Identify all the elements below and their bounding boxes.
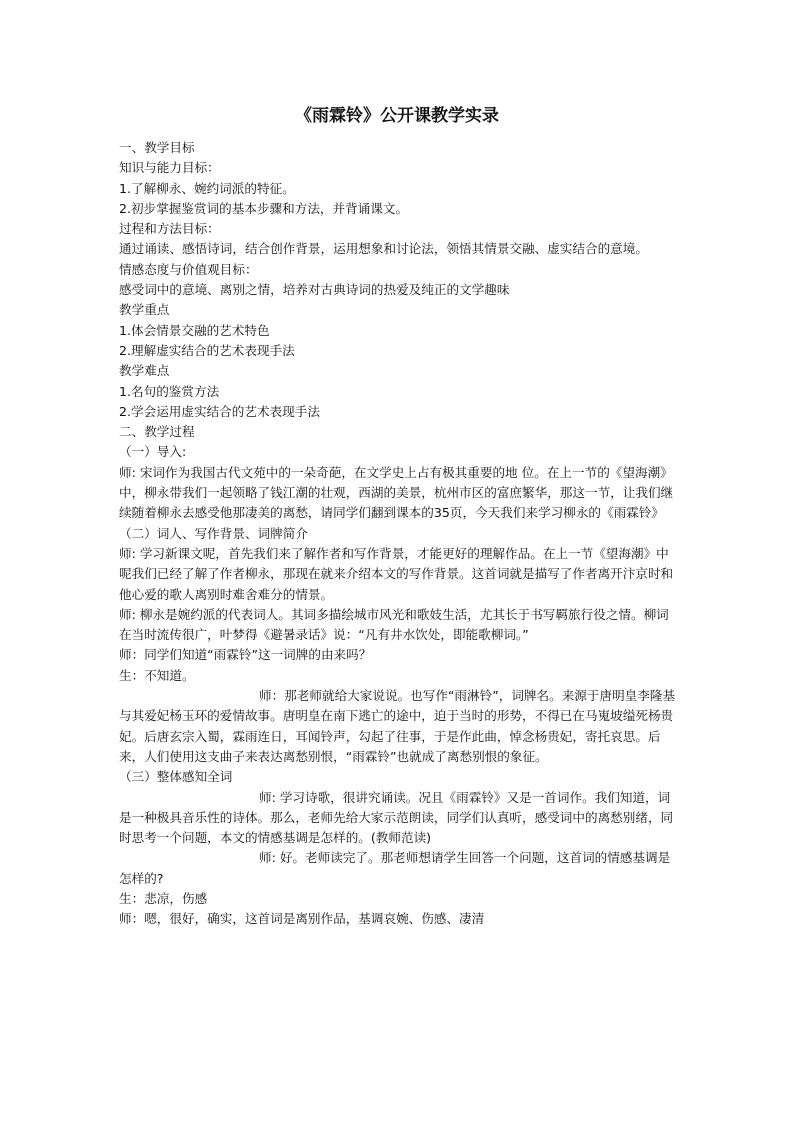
document-title: 《雨霖铃》公开课教学实录 (295, 106, 499, 126)
subheading: 知识与能力目标： (119, 160, 220, 176)
subheading: 教学难点 (119, 363, 170, 379)
paragraph: 师: 学习新课文呢，首先我们来了解作者和写作背景，才能更好的理解作品。在上一节《望海潮》中呢我们已经了解了作者柳永，那现在就来介绍本文的写作背景。这首词就是描写了作者离开汴京时和他心爱的歌人离别时难舍难分的情景。 (119, 545, 674, 602)
list-item: 2.理解虚实结合的艺术表现手法 (119, 342, 295, 358)
document-body (119, 138, 679, 930)
dialogue-line: 师：嗯，很好，确实，这首词是离别作品，基调哀婉、伤感、凄清 (119, 911, 485, 927)
list-item: 2.学会运用虚实结合的艺术表现手法 (119, 403, 320, 419)
paragraph: 师: 柳永是婉约派的代表词人。其词多描绘城市风光和歌妓生活，尤其长于书写羁旅行役之情。柳词在当时流传很广，叶梦得《避暑录话》说：“凡有井水饮处，即能歌柳词。” (119, 606, 669, 643)
list-item: 2.初步掌握鉴赏词的基本步骤和方法，并背诵课文。 (119, 200, 409, 216)
dialogue-paragraph: 师: 好。老师读完了。那老师想请学生回答一个问题，这首词的情感基调是怎样的? (119, 850, 671, 886)
paragraph: 感受词中的意境、离别之情，培养对古典诗词的热爱及纯正的文学趣味 (119, 282, 510, 298)
dialogue-line: 师：同学们知道“雨霖铃”这一词牌的由来吗？ (119, 647, 372, 663)
subheading: 教学重点 (119, 302, 170, 318)
section-heading: 二、教学过程 (119, 424, 195, 440)
subheading: 情感态度与价值观目标： (119, 261, 258, 277)
list-item: 1.了解柳永、婉约词派的特征。 (119, 180, 295, 196)
dialogue-paragraph: 师：那老师就给大家说说。也写作“雨淋铃”，词牌名。来源于唐明皇李隆基与其爱妃杨玉环的爱情故事。唐明皇在南下逃亡的途中，迫于当时的形势，不得已在马嵬坡缢死杨贵妃。后唐玄宗入蜀，霖雨连日，耳闻铃声，勾起了往事，于是作此曲，悼念杨贵妃，寄托哀思。后来，人们使用这支曲子来表达离愁别恨，“雨霖铃”也就成了离愁别恨的象征。 (119, 688, 676, 764)
list-item: 1.名句的鉴赏方法 (119, 383, 220, 399)
section-heading: 一、教学目标 (119, 140, 195, 155)
paragraph: 通过诵读、感悟诗词，结合创作背景，运用想象和讨论法，领悟其情景交融、虚实结合的意境。 (119, 241, 648, 257)
list-item: 1.体会情景交融的艺术特色 (119, 322, 270, 338)
dialogue-line: 生：悲凉，伤感 (119, 890, 208, 906)
subheading: （二）词人、写作背景、词牌简介 (119, 525, 308, 541)
dialogue-paragraph: 师: 学习诗歌，很讲究诵读。况且《雨霖铃》又是一首词作。我们知道，词是一种极具音乐性的诗体。那么，老师先给大家示范朗读，同学们认真听，感受词中的离愁别绪，同时思考一个问题，本文的情感基调是怎样的。(教师范读) (119, 789, 674, 846)
dialogue-line: 生：不知道。 (119, 667, 195, 683)
subheading: 过程和方法目标： (119, 221, 220, 237)
paragraph: 师: 宋词作为我国古代文苑中的一朵奇葩，在文学史上占有极其重要的地 位。在上一节的《望海潮》中，柳永带我们一起领略了钱江潮的壮观，西湖的美景，杭州市区的富庶繁华，那这一节，让我们继续随着柳永去感受他那凄美的离愁，请同学们翻到课本的35页，今天我们来学习柳永的《雨霖铃》 (119, 464, 674, 521)
subheading: （一）导入: (119, 444, 187, 460)
subheading: （三）整体感知全词 (119, 769, 233, 785)
